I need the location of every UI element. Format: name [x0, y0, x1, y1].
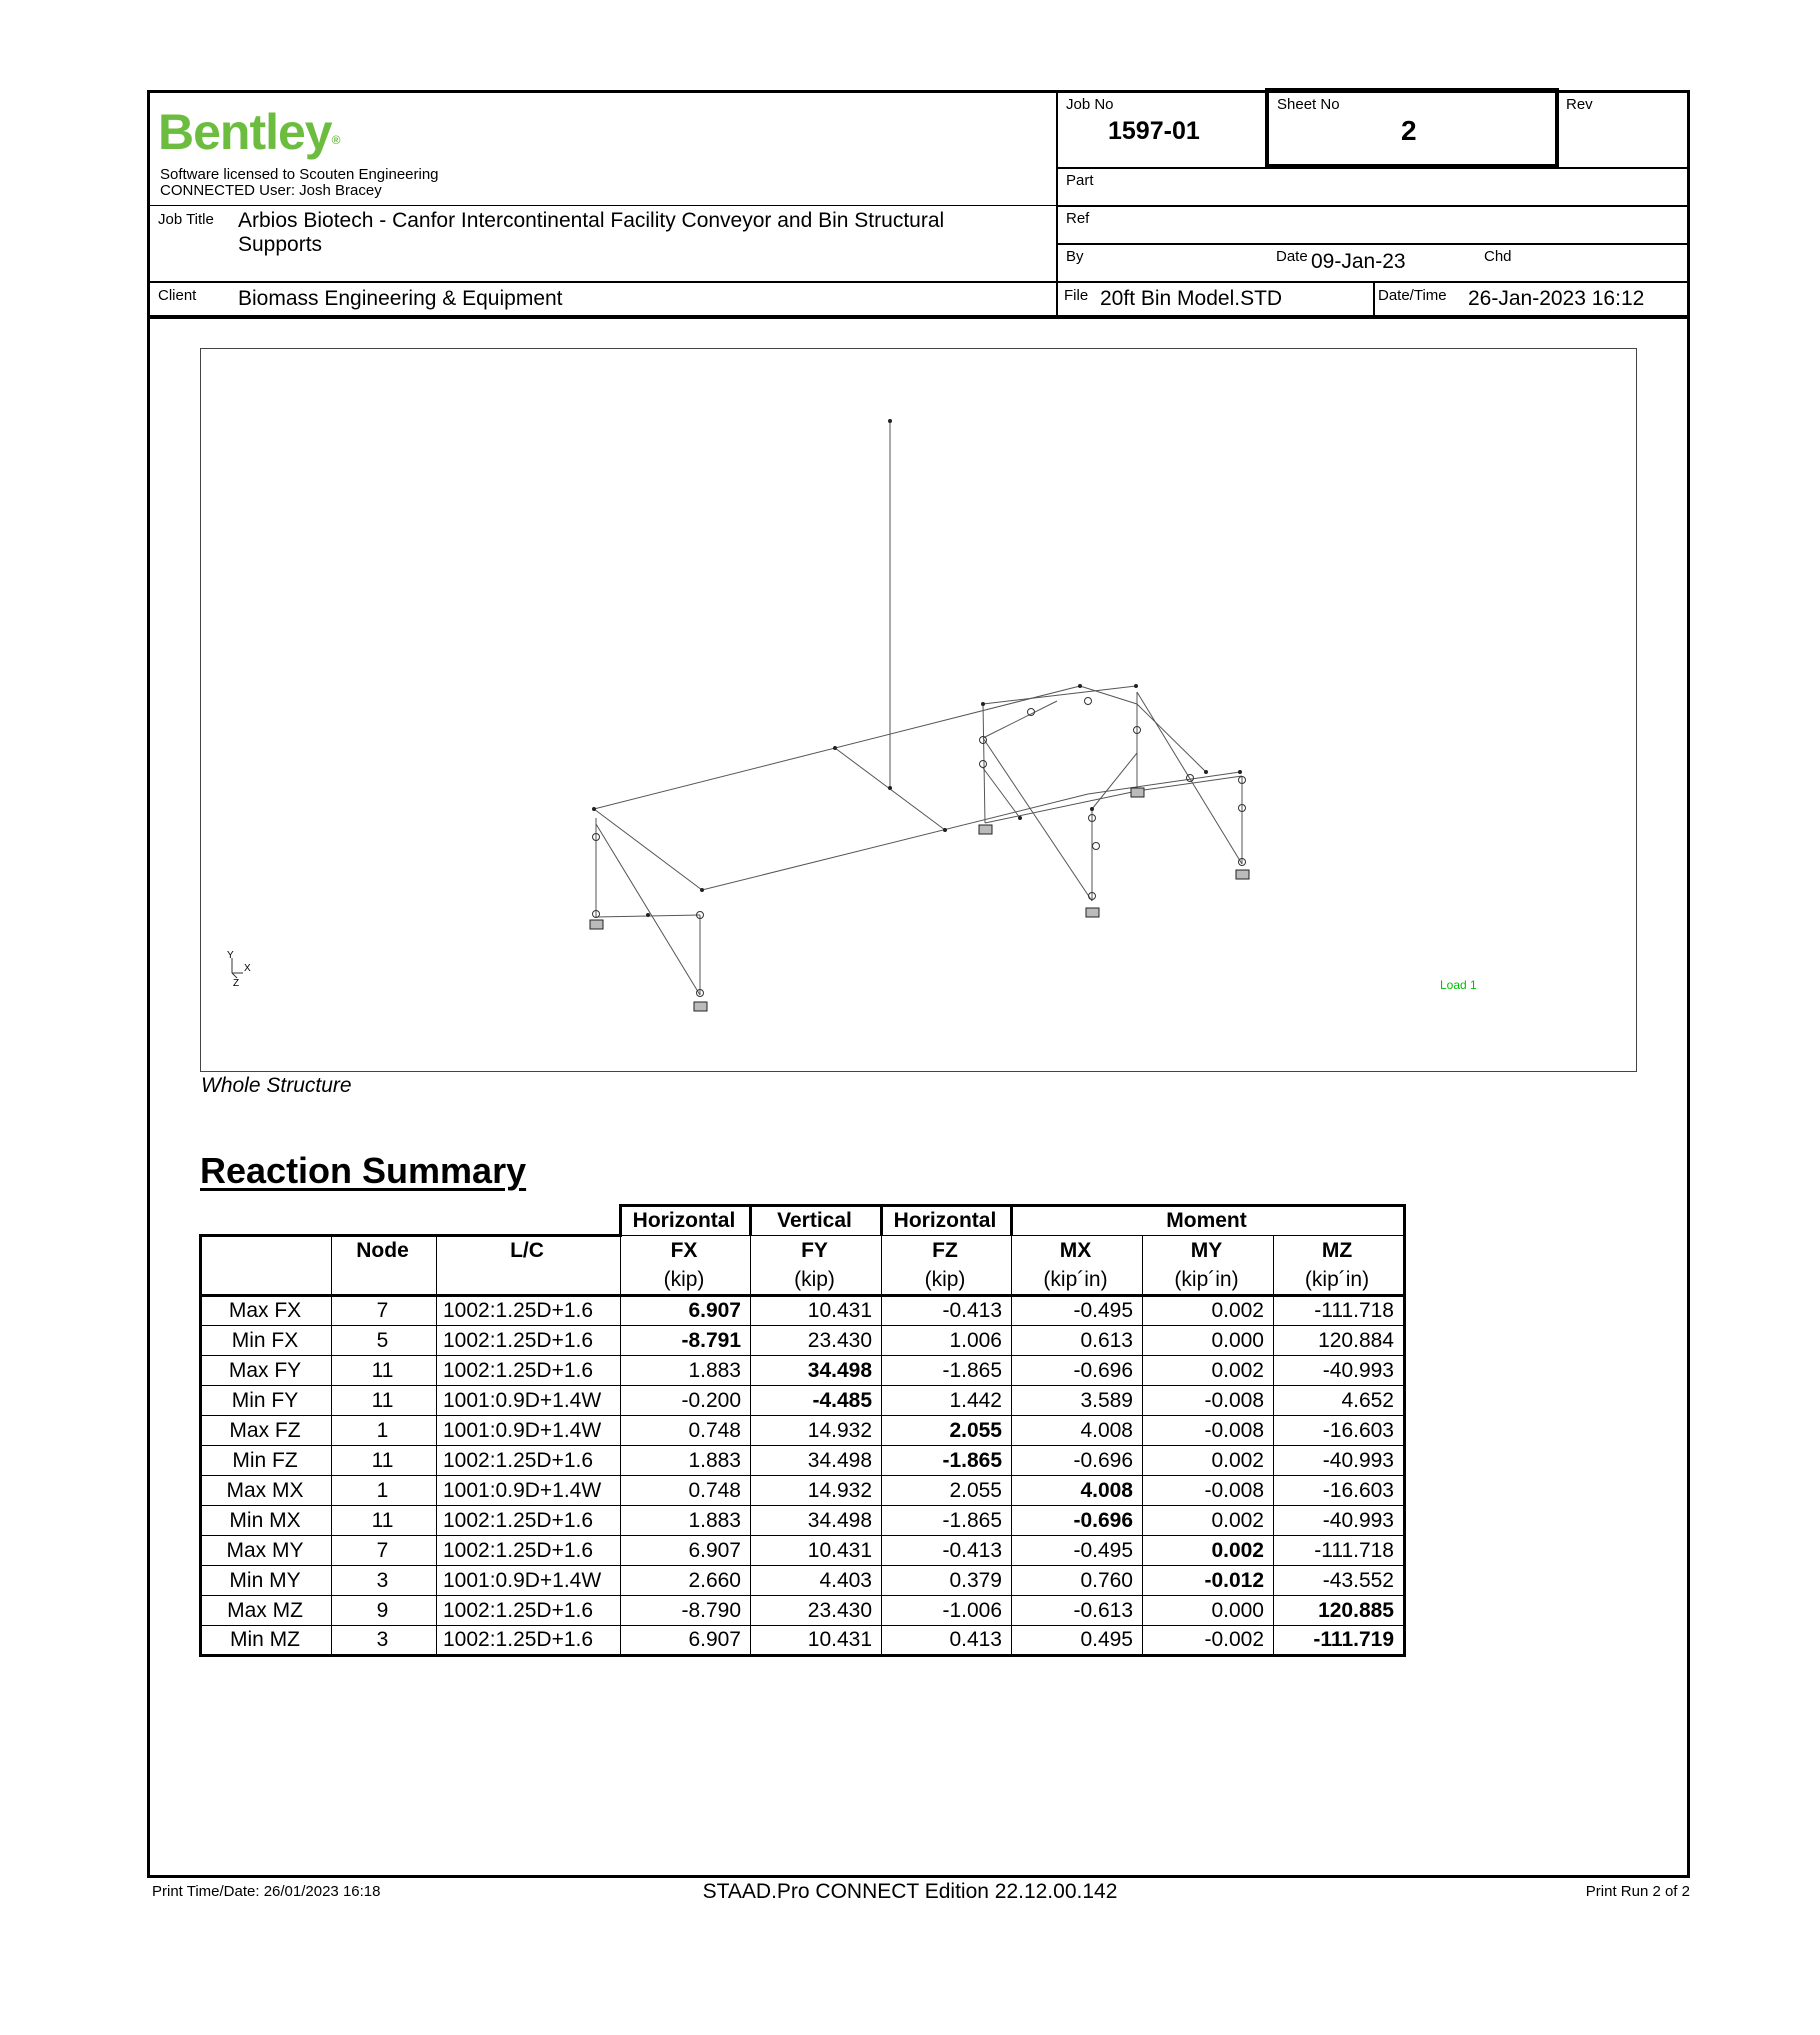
fy-cell: 34.498	[751, 1446, 882, 1476]
node-cell: 1	[332, 1416, 437, 1446]
row-label: Min MY	[201, 1566, 332, 1596]
group-header-horizontal-fx: Horizontal	[621, 1206, 751, 1236]
header-rule-right-2	[1056, 205, 1690, 207]
node	[1090, 807, 1094, 811]
job-no-label: Job No	[1066, 96, 1114, 113]
axis-triad	[232, 958, 243, 978]
hinge	[1085, 698, 1092, 705]
lc-cell: 1002:1.25D+1.6	[437, 1446, 621, 1476]
column-header-fz: FZ	[882, 1236, 1012, 1266]
fz-cell: 0.379	[882, 1566, 1012, 1596]
fx-cell: -8.791	[621, 1326, 751, 1356]
node	[888, 786, 892, 790]
frame-member	[983, 686, 1136, 704]
mz-cell: -111.719	[1274, 1626, 1405, 1656]
support-base	[1236, 870, 1249, 879]
fx-cell: 6.907	[621, 1536, 751, 1566]
mx-cell: 0.760	[1012, 1566, 1143, 1596]
fz-cell: -1.865	[882, 1446, 1012, 1476]
node	[943, 828, 947, 832]
group-header-moment: Moment	[1012, 1206, 1405, 1236]
fx-cell: 1.883	[621, 1356, 751, 1386]
group-header-row	[201, 1206, 1405, 1236]
bentley-logo: Bentley®	[158, 104, 340, 160]
mz-cell: -111.718	[1274, 1296, 1405, 1326]
table-row	[201, 1476, 1405, 1506]
row-label: Min MZ	[201, 1626, 332, 1656]
node	[1134, 684, 1138, 688]
mx-cell: -0.696	[1012, 1506, 1143, 1536]
node-cell: 11	[332, 1446, 437, 1476]
unit-fz: (kip)	[882, 1266, 1012, 1296]
row-label: Max FZ	[201, 1416, 332, 1446]
node-cell: 11	[332, 1506, 437, 1536]
my-cell: 0.002	[1143, 1356, 1274, 1386]
lc-cell: 1001:0.9D+1.4W	[437, 1416, 621, 1446]
header-rule-right-3	[1056, 243, 1690, 245]
mx-cell: -0.495	[1012, 1296, 1143, 1326]
deck-member	[594, 809, 702, 890]
node	[981, 702, 985, 706]
client-value: Biomass Engineering & Equipment	[238, 287, 563, 310]
license-line-1: Software licensed to Scouten Engineering	[160, 166, 439, 183]
my-cell: 0.000	[1143, 1596, 1274, 1626]
row-label: Min FY	[201, 1386, 332, 1416]
support-base	[1086, 908, 1099, 917]
mx-cell: 0.613	[1012, 1326, 1143, 1356]
axis-y-label: Y	[227, 950, 234, 961]
column-header-fy: FY	[751, 1236, 882, 1266]
table-body	[201, 1296, 1405, 1656]
table-row	[201, 1416, 1405, 1446]
my-cell: 0.002	[1143, 1536, 1274, 1566]
lc-cell: 1002:1.25D+1.6	[437, 1536, 621, 1566]
my-cell: -0.008	[1143, 1416, 1274, 1446]
mz-cell: -40.993	[1274, 1506, 1405, 1536]
my-cell: 0.000	[1143, 1326, 1274, 1356]
license-line-2: CONNECTED User: Josh Bracey	[160, 182, 382, 199]
by-label: By	[1066, 248, 1084, 265]
support-base	[590, 920, 603, 929]
lc-cell: 1001:0.9D+1.4W	[437, 1566, 621, 1596]
my-cell: 0.002	[1143, 1446, 1274, 1476]
row-label: Min MX	[201, 1506, 332, 1536]
job-title-line-1: Arbios Biotech - Canfor Intercontinental Facility Conveyor and Bin Structural	[238, 209, 945, 232]
row-label: Min FX	[201, 1326, 332, 1356]
table-row	[201, 1296, 1405, 1326]
fz-cell: -1.865	[882, 1506, 1012, 1536]
group-header-horizontal-fz: Horizontal	[882, 1206, 1012, 1236]
unit-blank-2	[332, 1266, 437, 1296]
fy-cell: 34.498	[751, 1356, 882, 1386]
fx-cell: -0.200	[621, 1386, 751, 1416]
mz-cell: 120.885	[1274, 1596, 1405, 1626]
row-label: Max MZ	[201, 1596, 332, 1626]
fz-cell: 2.055	[882, 1416, 1012, 1446]
job-title-label: Job Title	[158, 211, 214, 228]
column-header-lc: L/C	[437, 1236, 621, 1266]
unit-row	[201, 1266, 1405, 1296]
lc-cell: 1002:1.25D+1.6	[437, 1626, 621, 1656]
table-row	[201, 1326, 1405, 1356]
node	[592, 807, 596, 811]
frame-member	[983, 768, 1020, 818]
node	[888, 419, 892, 423]
date-label: Date	[1276, 248, 1308, 265]
table-row	[201, 1506, 1405, 1536]
fy-cell: 14.932	[751, 1416, 882, 1446]
table-row	[201, 1626, 1405, 1656]
my-cell: 0.002	[1143, 1296, 1274, 1326]
node-cell: 7	[332, 1536, 437, 1566]
lc-cell: 1002:1.25D+1.6	[437, 1596, 621, 1626]
column-header-node: Node	[332, 1236, 437, 1266]
frame-member	[983, 704, 985, 823]
rev-label: Rev	[1566, 96, 1593, 113]
load-label: Load 1	[1440, 978, 1477, 992]
fy-cell: 4.403	[751, 1566, 882, 1596]
mx-cell: -0.696	[1012, 1356, 1143, 1386]
mx-cell: -0.495	[1012, 1536, 1143, 1566]
diagram-caption: Whole Structure	[201, 1074, 352, 1097]
header-col-divider	[1056, 90, 1058, 317]
mx-cell: 4.008	[1012, 1416, 1143, 1446]
date-value: 09-Jan-23	[1311, 250, 1406, 273]
fy-cell: 14.932	[751, 1476, 882, 1506]
fx-cell: 6.907	[621, 1296, 751, 1326]
row-label: Max MX	[201, 1476, 332, 1506]
node-cell: 3	[332, 1626, 437, 1656]
structure-nodes	[592, 419, 1242, 917]
table-row	[201, 1446, 1405, 1476]
axis-x-label: X	[244, 963, 251, 974]
header-rule-3	[147, 315, 1690, 319]
column-header-blank	[201, 1236, 332, 1266]
part-label: Part	[1066, 172, 1094, 189]
support-base	[979, 825, 992, 834]
table-row	[201, 1356, 1405, 1386]
group-header-vertical: Vertical	[751, 1206, 882, 1236]
fy-cell: 34.498	[751, 1506, 882, 1536]
fz-cell: 0.413	[882, 1626, 1012, 1656]
mz-cell: -40.993	[1274, 1356, 1405, 1386]
fx-cell: 6.907	[621, 1626, 751, 1656]
unit-fy: (kip)	[751, 1266, 882, 1296]
reaction-summary-table	[199, 1204, 1406, 1657]
job-title-line-2: Supports	[238, 233, 323, 256]
column-header-my: MY	[1143, 1236, 1274, 1266]
my-cell: -0.008	[1143, 1476, 1274, 1506]
fx-cell: -8.790	[621, 1596, 751, 1626]
header-rule-2	[147, 281, 1690, 283]
mx-cell: 4.008	[1012, 1476, 1143, 1506]
frame-member	[1092, 753, 1137, 809]
job-no-value: 1597-01	[1108, 117, 1200, 145]
fx-cell: 1.883	[621, 1506, 751, 1536]
program-version: STAAD.Pro CONNECT Edition 22.12.00.142	[702, 1880, 1118, 1903]
lc-cell: 1002:1.25D+1.6	[437, 1356, 621, 1386]
fz-cell: -0.413	[882, 1536, 1012, 1566]
mz-cell: 120.884	[1274, 1326, 1405, 1356]
section-title: Reaction Summary	[200, 1150, 527, 1191]
fy-cell: 23.430	[751, 1326, 882, 1356]
column-header-row	[201, 1236, 1405, 1266]
ref-label: Ref	[1066, 210, 1090, 227]
fz-cell: -1.006	[882, 1596, 1012, 1626]
fy-cell: 10.431	[751, 1536, 882, 1566]
node	[833, 746, 837, 750]
node-cell: 1	[332, 1476, 437, 1506]
mx-cell: 0.495	[1012, 1626, 1143, 1656]
row-label: Min FZ	[201, 1446, 332, 1476]
support-base	[694, 1002, 707, 1011]
structure-diagram	[200, 348, 1637, 1072]
mz-cell: -111.718	[1274, 1536, 1405, 1566]
fz-cell: 1.442	[882, 1386, 1012, 1416]
fx-cell: 0.748	[621, 1476, 751, 1506]
chd-label: Chd	[1484, 248, 1512, 265]
node	[1238, 770, 1242, 774]
mx-cell: -0.696	[1012, 1446, 1143, 1476]
row-label: Max FY	[201, 1356, 332, 1386]
column-header-mz: MZ	[1274, 1236, 1405, 1266]
frame-member	[983, 701, 1057, 738]
column-header-fx: FX	[621, 1236, 751, 1266]
mz-cell: 4.652	[1274, 1386, 1405, 1416]
mz-cell: -40.993	[1274, 1446, 1405, 1476]
datetime-label: Date/Time	[1378, 287, 1447, 304]
fy-cell: 23.430	[751, 1596, 882, 1626]
hinge	[980, 761, 987, 768]
node-cell: 7	[332, 1296, 437, 1326]
frame-member	[1137, 704, 1206, 772]
fx-cell: 1.883	[621, 1446, 751, 1476]
structure-hinges	[593, 698, 1246, 997]
unit-fx: (kip)	[621, 1266, 751, 1296]
header-rule-1	[147, 205, 1058, 206]
node	[1018, 816, 1022, 820]
table-row	[201, 1596, 1405, 1626]
fz-cell: 1.006	[882, 1326, 1012, 1356]
node-cell: 3	[332, 1566, 437, 1596]
file-label: File	[1064, 287, 1089, 304]
unit-blank-3	[437, 1266, 621, 1296]
fy-cell: -4.485	[751, 1386, 882, 1416]
logo-text: Bentley	[158, 104, 332, 160]
my-cell: -0.002	[1143, 1626, 1274, 1656]
fx-cell: 2.660	[621, 1566, 751, 1596]
frame-member	[1080, 686, 1137, 704]
node	[700, 888, 704, 892]
frame-member	[985, 791, 1137, 823]
lc-cell: 1002:1.25D+1.6	[437, 1506, 621, 1536]
mz-cell: -16.603	[1274, 1416, 1405, 1446]
unit-mx: (kip´in)	[1012, 1266, 1143, 1296]
axis-z-label: Z	[233, 978, 240, 989]
lc-cell: 1002:1.25D+1.6	[437, 1326, 621, 1356]
my-cell: -0.012	[1143, 1566, 1274, 1596]
table-row	[201, 1386, 1405, 1416]
support-base	[1131, 788, 1144, 797]
row-label: Max FX	[201, 1296, 332, 1326]
my-cell: 0.002	[1143, 1506, 1274, 1536]
column-header-mx: MX	[1012, 1236, 1143, 1266]
table-row	[201, 1536, 1405, 1566]
fz-cell: -1.865	[882, 1356, 1012, 1386]
node	[1078, 684, 1082, 688]
lc-cell: 1001:0.9D+1.4W	[437, 1476, 621, 1506]
mz-cell: -16.603	[1274, 1476, 1405, 1506]
lc-cell: 1001:0.9D+1.4W	[437, 1386, 621, 1416]
fy-cell: 10.431	[751, 1626, 882, 1656]
fz-cell: -0.413	[882, 1296, 1012, 1326]
mx-cell: 3.589	[1012, 1386, 1143, 1416]
row-label: Max MY	[201, 1536, 332, 1566]
sheet-no-value: 2	[1401, 115, 1417, 146]
file-value: 20ft Bin Model.STD	[1100, 287, 1283, 310]
mz-cell: -43.552	[1274, 1566, 1405, 1596]
fx-cell: 0.748	[621, 1416, 751, 1446]
sheet-no-label: Sheet No	[1277, 96, 1340, 113]
node	[1204, 770, 1208, 774]
datetime-value: 26-Jan-2023 16:12	[1468, 287, 1645, 310]
mx-cell: -0.613	[1012, 1596, 1143, 1626]
table-row	[201, 1566, 1405, 1596]
print-run: Print Run 2 of 2	[1585, 1883, 1690, 1900]
node-cell: 5	[332, 1326, 437, 1356]
node-cell: 11	[332, 1386, 437, 1416]
print-time: Print Time/Date: 26/01/2023 16:18	[152, 1883, 381, 1900]
lc-cell: 1002:1.25D+1.6	[437, 1296, 621, 1326]
unit-blank-1	[201, 1266, 332, 1296]
client-label: Client	[158, 287, 197, 304]
hinge	[1093, 843, 1100, 850]
fz-cell: 2.055	[882, 1476, 1012, 1506]
node-cell: 11	[332, 1356, 437, 1386]
header-datetime-divider	[1373, 281, 1375, 317]
unit-my: (kip´in)	[1143, 1266, 1274, 1296]
my-cell: -0.008	[1143, 1386, 1274, 1416]
deck-member	[594, 686, 1080, 809]
structure-members	[594, 421, 1242, 995]
node	[646, 913, 650, 917]
frame-member	[1088, 772, 1240, 794]
fy-cell: 10.431	[751, 1296, 882, 1326]
node-cell: 9	[332, 1596, 437, 1626]
unit-mz: (kip´in)	[1274, 1266, 1405, 1296]
